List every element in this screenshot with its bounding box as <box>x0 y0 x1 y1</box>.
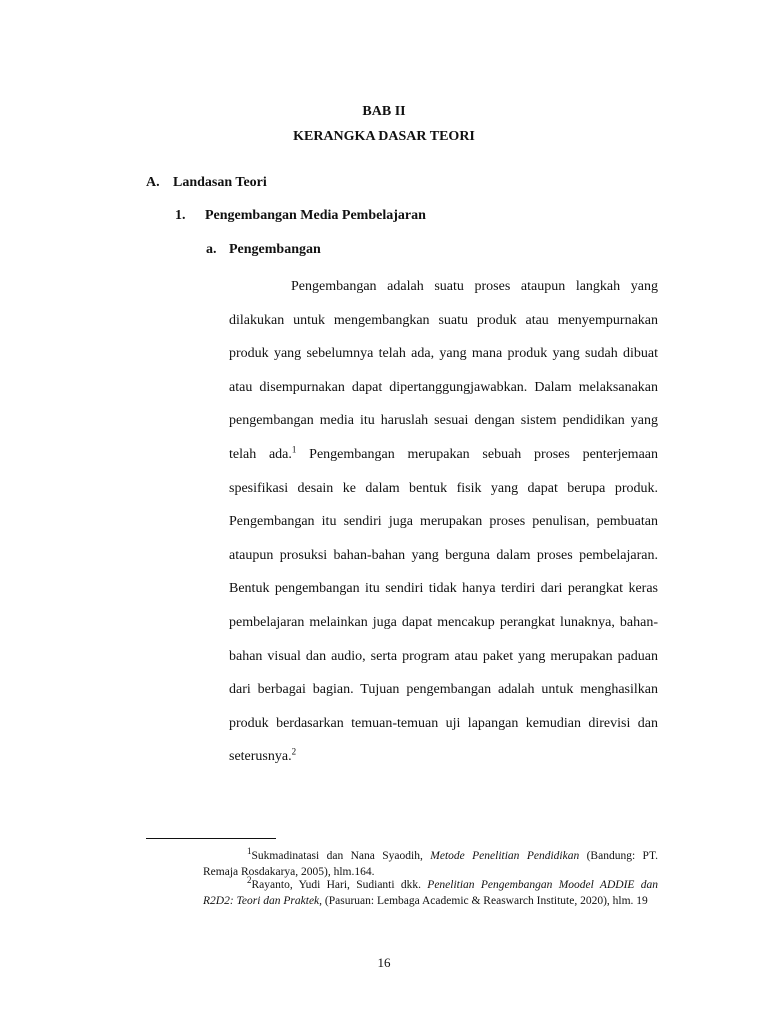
subsection-marker: 1. <box>175 208 186 223</box>
footnote-title: Penelitian Pengembangan Moodel ADDIE dan R2D2: Teori dan Praktek <box>203 879 658 907</box>
body-text-part-2: Pengembangan merupakan sebuah proses penterjemaan spesifikasi desain ke dalam bentuk fisik yang dapat berupa produk. Pengembangan itu sendiri juga merupakan proses penulisan, pembuatan ataupun prosuksi bahan-bahan yang berguna dalam proses pembelajaran. Bentuk pengembangan itu sendiri tidak hanya terdiri dari perangkat keras pembelajaran melainkan juga dapat mencakup perangkat lunaknya, bahan-bahan visual dan audio, serta program atau paket yang merupakan paduan dari berbagai bagian. Tujuan pengembangan adalah untuk menghasilkan produk berdasarkan temuan-temuan uji lapangan kemudian direvisi dan seterusnya. <box>229 446 658 765</box>
body-text-part-1: Pengembangan adalah suatu proses ataupun langkah yang dilakukan untuk mengembangkan suatu produk atau menyempurnakan produk yang sebelumnya telah ada, yang mana produk yang sudah dibuat atau disempurnakan dapat dipertanggungjawabkan. Dalam melaksanakan pengembangan media itu haruslah sesuai dengan sistem pendidikan yang telah ada. <box>229 279 658 462</box>
section-heading-a <box>146 175 267 191</box>
footnote-number: 2 <box>247 875 252 886</box>
footnote-number: 1 <box>247 846 252 857</box>
footnote-title: Metode Penelitian Pendidikan <box>430 850 580 862</box>
body-paragraph <box>229 270 658 774</box>
footnote-separator <box>146 838 276 839</box>
footnote-text: Rayanto, Yudi Hari, Sudianti dkk. <box>251 879 428 891</box>
subsection-heading-1 <box>175 208 426 224</box>
footnote-text: (Bandung: PT. Remaja Rosdakarya, 2005), hlm.164. <box>203 850 658 878</box>
footnote-text: Sukmadinatasi dan Nana Syaodih, <box>251 850 431 862</box>
footnote-1 <box>203 846 658 880</box>
footnote-text: , (Pasuruan: Lembaga Academic & Reaswarch Institute, 2020), hlm. 19 <box>319 894 648 907</box>
subsubsection-title: Pengembangan <box>229 242 321 257</box>
page-number: 16 <box>377 955 391 970</box>
subsection-title: Pengembangan Media Pembelajaran <box>205 208 426 223</box>
chapter-title: KERANGKA DASAR TEORI <box>293 129 475 144</box>
subsubsection-marker: a. <box>206 242 217 257</box>
footnote-2 <box>203 875 658 909</box>
footnote-ref-2: 2 <box>291 746 297 757</box>
section-title: Landasan Teori <box>173 175 267 190</box>
section-marker: A. <box>146 175 160 190</box>
subsection-heading-a <box>206 242 321 258</box>
chapter-label: BAB II <box>362 104 406 119</box>
footnote-ref-1: 1 <box>291 444 297 455</box>
